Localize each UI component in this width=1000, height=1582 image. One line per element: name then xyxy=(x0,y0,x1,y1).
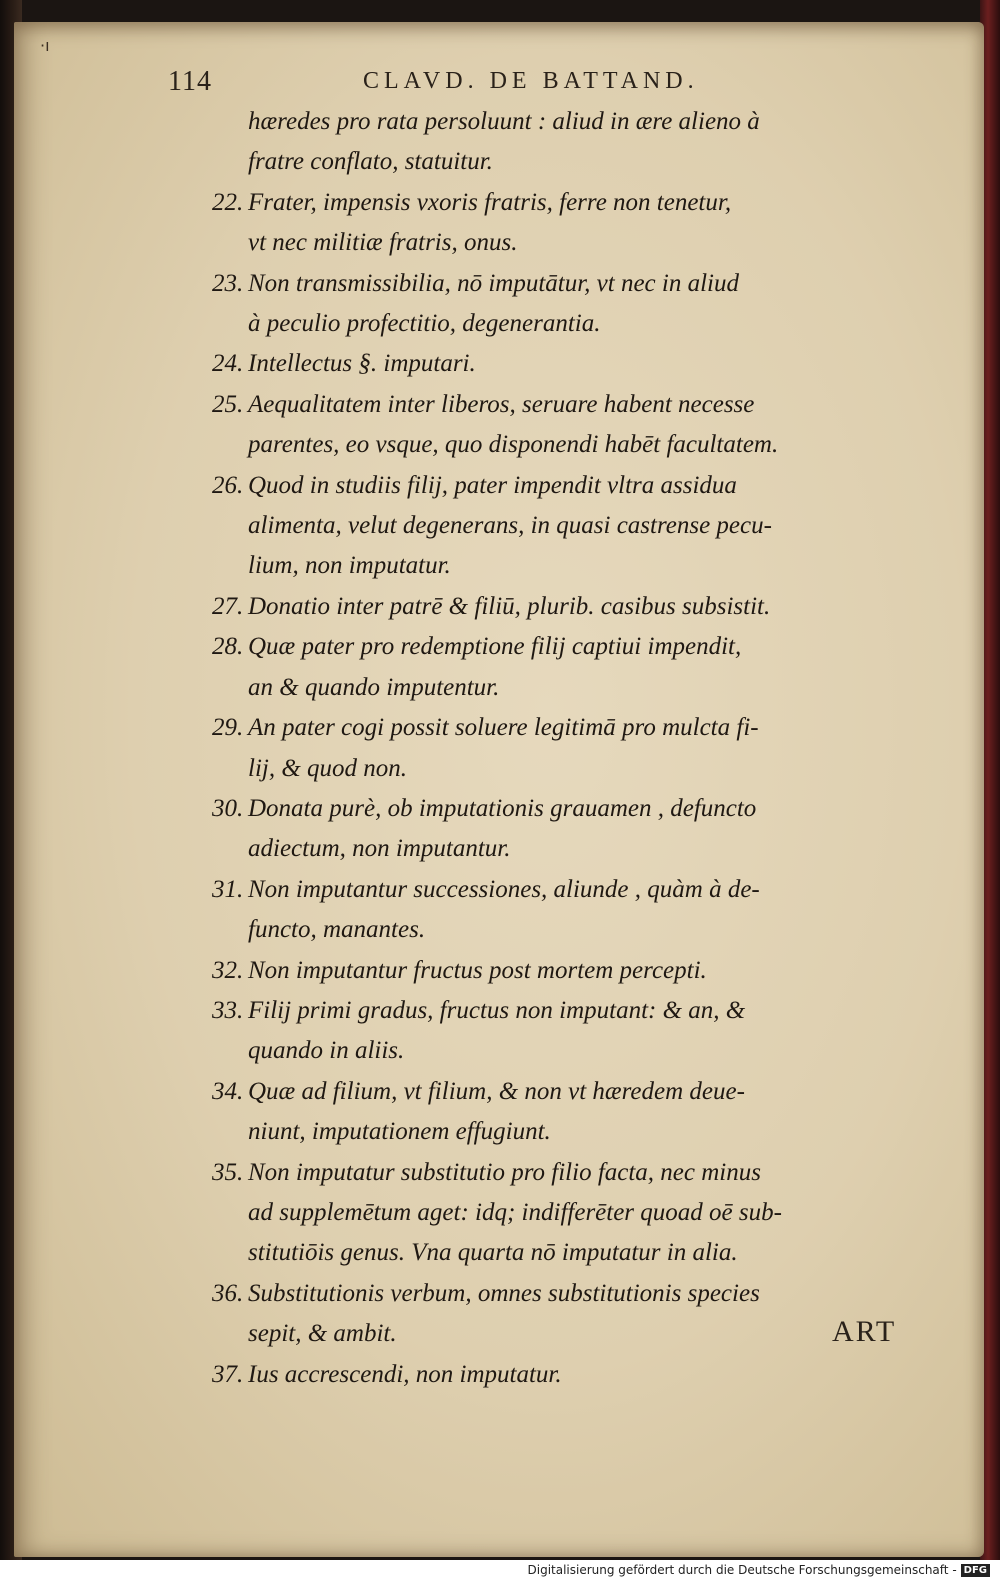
list-item xyxy=(212,708,932,789)
text-line: à peculio profectitio, degenerantia. xyxy=(248,310,601,338)
entry-text: Non transmissibilia, nō imputātur, vt nec in aliud xyxy=(248,269,739,297)
page-body xyxy=(212,102,932,1395)
entry-text: Filij primi gradus, fructus non imputant: & an, & xyxy=(248,996,746,1024)
page-number: 114 xyxy=(168,66,212,97)
entry-text: Non imputatur substitutio pro filio facta, nec minus xyxy=(248,1158,761,1186)
list-item xyxy=(212,870,932,951)
footer-credit xyxy=(528,1563,991,1577)
list-item xyxy=(212,627,932,708)
text-line: an & quando imputentur. xyxy=(248,673,500,701)
text-line xyxy=(212,264,932,304)
text-line xyxy=(212,870,932,910)
entry-number: 22. xyxy=(212,188,244,216)
list-item xyxy=(212,789,932,870)
entry-text: Substitutionis verbum, omnes substitutionis species xyxy=(248,1279,760,1307)
list-item xyxy=(212,466,932,587)
text-line xyxy=(212,587,932,627)
entry-text: Non imputantur fructus post mortem percepti. xyxy=(248,956,707,984)
entry-number: 29. xyxy=(212,714,244,742)
entry-number: 32. xyxy=(212,956,244,984)
list-item xyxy=(212,951,932,991)
dfg-logo: DFG xyxy=(961,1564,990,1577)
text-line xyxy=(212,627,932,667)
text-line xyxy=(212,991,932,1031)
text-line: hæredes pro rata persoluunt : aliud in ære alieno à xyxy=(248,108,760,135)
entry-number: 30. xyxy=(212,794,244,822)
text-line xyxy=(212,1153,932,1193)
entry-number: 28. xyxy=(212,633,244,661)
text-line: quando in aliis. xyxy=(248,1037,405,1065)
entry-text: Donatio inter patrē & filiū, plurib. casibus subsistit. xyxy=(248,592,771,620)
entry-number: 25. xyxy=(212,390,244,418)
list-item xyxy=(212,344,932,384)
entry-number: 37. xyxy=(212,1360,244,1388)
catchword: ART xyxy=(832,1315,897,1348)
entry-number: 34. xyxy=(212,1077,244,1105)
text-line: adiectum, non imputantur. xyxy=(248,835,511,863)
text-line xyxy=(212,385,932,425)
list-item xyxy=(212,1355,932,1395)
text-line: vt nec militiæ fratris, onus. xyxy=(248,229,518,257)
list-item xyxy=(212,1274,932,1355)
entry-text: Quæ pater pro redemptione filij captiui impendit, xyxy=(248,633,742,661)
entry-number: 31. xyxy=(212,875,244,903)
text-line: niunt, imputationem effugiunt. xyxy=(248,1118,551,1146)
entry-number: 35. xyxy=(212,1158,244,1186)
list-item xyxy=(212,1153,932,1274)
page-header xyxy=(168,66,788,106)
list-item xyxy=(212,587,932,627)
text-line xyxy=(212,344,932,384)
text-line xyxy=(212,1274,932,1314)
entry-text: Intellectus §. imputari. xyxy=(248,350,476,378)
entry-list xyxy=(212,183,932,1395)
entry-text: Non imputantur successiones, aliunde , quàm à de- xyxy=(248,875,760,903)
entry-number: 33. xyxy=(212,996,244,1024)
entry-number: 24. xyxy=(212,350,244,378)
text-line: ad supplemētum aget: idq; indifferēter quoad oē sub- xyxy=(248,1198,782,1226)
entry-number: 36. xyxy=(212,1279,244,1307)
text-line: sepit, & ambit. xyxy=(248,1320,397,1348)
list-item xyxy=(212,264,932,345)
page-corner-mark: ·ı xyxy=(40,36,50,55)
entry-text: Quod in studiis filij, pater impendit vltra assidua xyxy=(248,471,737,499)
list-item xyxy=(212,385,932,466)
text-line xyxy=(212,183,932,223)
text-line xyxy=(212,466,932,506)
text-line: lij, & quod non. xyxy=(248,754,408,782)
text-line: functo, manantes. xyxy=(248,916,426,944)
entry-text: Donata purè, ob imputationis grauamen , defuncto xyxy=(248,794,757,822)
text-line: lium, non imputatur. xyxy=(248,552,451,580)
text-line: fratre conflato, statuitur. xyxy=(248,148,493,176)
entry-text: Quæ ad filium, vt filium, & non vt hæredem deue- xyxy=(248,1077,745,1105)
running-head: CLAVD. DE BATTAND. xyxy=(363,68,699,94)
entry-text: Frater, impensis vxoris fratris, ferre non tenetur, xyxy=(248,188,732,216)
entry-text: Aequalitatem inter liberos, seruare habent necesse xyxy=(248,390,755,418)
text-line xyxy=(212,708,932,748)
text-line: alimenta, velut degenerans, in quasi castrense pecu- xyxy=(248,512,772,540)
entry-text: Ius accrescendi, non imputatur. xyxy=(248,1360,562,1388)
footer-text: Digitalisierung gefördert durch die Deutsche Forschungsgemeinschaft - xyxy=(527,1563,957,1577)
entry-number: 26. xyxy=(212,471,244,499)
text-line xyxy=(212,1072,932,1112)
list-item xyxy=(212,1072,932,1153)
footer-strip xyxy=(0,1560,1000,1582)
text-line: stitutiōis genus. Vna quarta nō imputatur in alia. xyxy=(248,1239,738,1267)
text-line xyxy=(212,951,932,991)
entry-number: 23. xyxy=(212,269,244,297)
text-line xyxy=(212,1355,932,1395)
list-item xyxy=(212,991,932,1072)
text-line xyxy=(212,789,932,829)
intro-entry xyxy=(212,102,932,183)
text-line: parentes, eo vsque, quo disponendi habēt facultatem. xyxy=(248,431,779,459)
entry-text: An pater cogi possit soluere legitimā pro mulcta fi- xyxy=(248,714,759,742)
list-item xyxy=(212,183,932,264)
entry-number: 27. xyxy=(212,592,244,620)
